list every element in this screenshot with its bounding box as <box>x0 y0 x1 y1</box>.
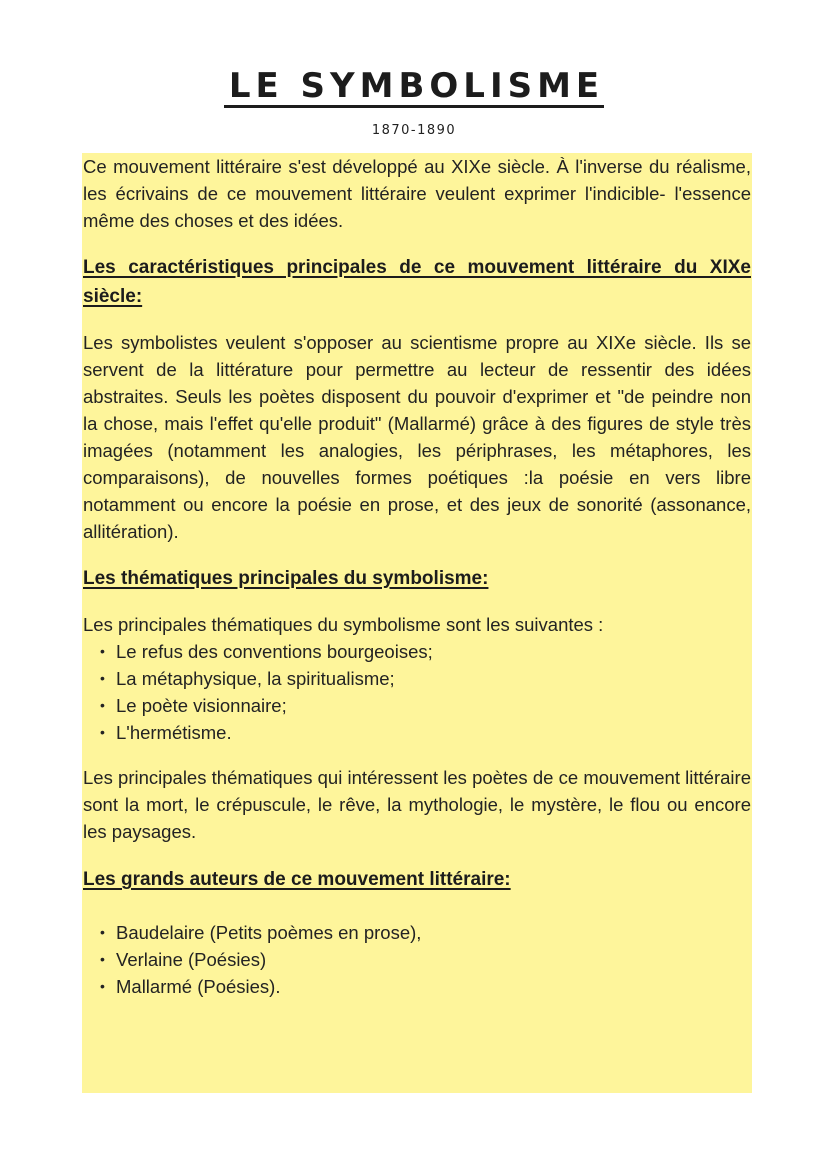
list-item: • Mallarmé (Poésies). <box>83 973 751 1000</box>
page-title-text: LE SYMBOLISME <box>224 67 604 108</box>
page-title <box>0 66 828 108</box>
list-item: • Baudelaire (Petits poèmes en prose), <box>83 919 751 946</box>
section-heading-characteristics: Les caractéristiques principales de ce mouvement littéraire du XIXe siècle: <box>83 257 751 307</box>
themes-list <box>83 638 751 746</box>
list-item: • Le refus des conventions bourgeoises; <box>83 638 751 665</box>
list-item: • Le poète visionnaire; <box>83 692 751 719</box>
list-item: • La métaphysique, la spiritualisme; <box>83 665 751 692</box>
intro-paragraph: Ce mouvement littéraire s'est développé au XIXe siècle. À l'inverse du réalisme, les écrivains de ce mouvement littéraire veulent exprimer l'indicible- l'essence même des choses et des idées. <box>83 156 751 231</box>
date-range: 1870-1890 <box>371 123 457 138</box>
themes-paragraph: Les principales thématiques qui intéressent les poètes de ce mouvement littéraire sont la mort, le crépuscule, le rêve, la mythologie, le mystère, le flou ou encore les paysages. <box>83 767 751 842</box>
section-heading-themes: Les thématiques principales du symbolisme: <box>83 568 489 589</box>
highlighted-content-box <box>82 153 752 1093</box>
list-item: • L'hermétisme. <box>83 719 751 746</box>
list-item: • Verlaine (Poésies) <box>83 946 751 973</box>
characteristics-paragraph: Les symbolistes veulent s'opposer au scientisme propre au XIXe siècle. Ils se servent de la littérature pour permettre au lecteur de ressentir des idées abstraites. Seuls les poètes disposent du pouvoir d'exprimer et "de peindre non la chose, mais l'effet qu'elle produit" (Mallarmé) grâce à des figures de style très imagées (notamment les analogies, les périphrases, les métaphores, les comparaisons), de nouvelles formes poétiques :la poésie en vers libre notamment ou encore la poésie en prose, et des jeux de sonorité (assonance, allitération). <box>83 332 751 542</box>
section-heading-authors: Les grands auteurs de ce mouvement littéraire: <box>83 869 511 890</box>
authors-list <box>83 919 751 1000</box>
themes-lead: Les principales thématiques du symbolisme sont les suivantes : <box>83 614 604 635</box>
